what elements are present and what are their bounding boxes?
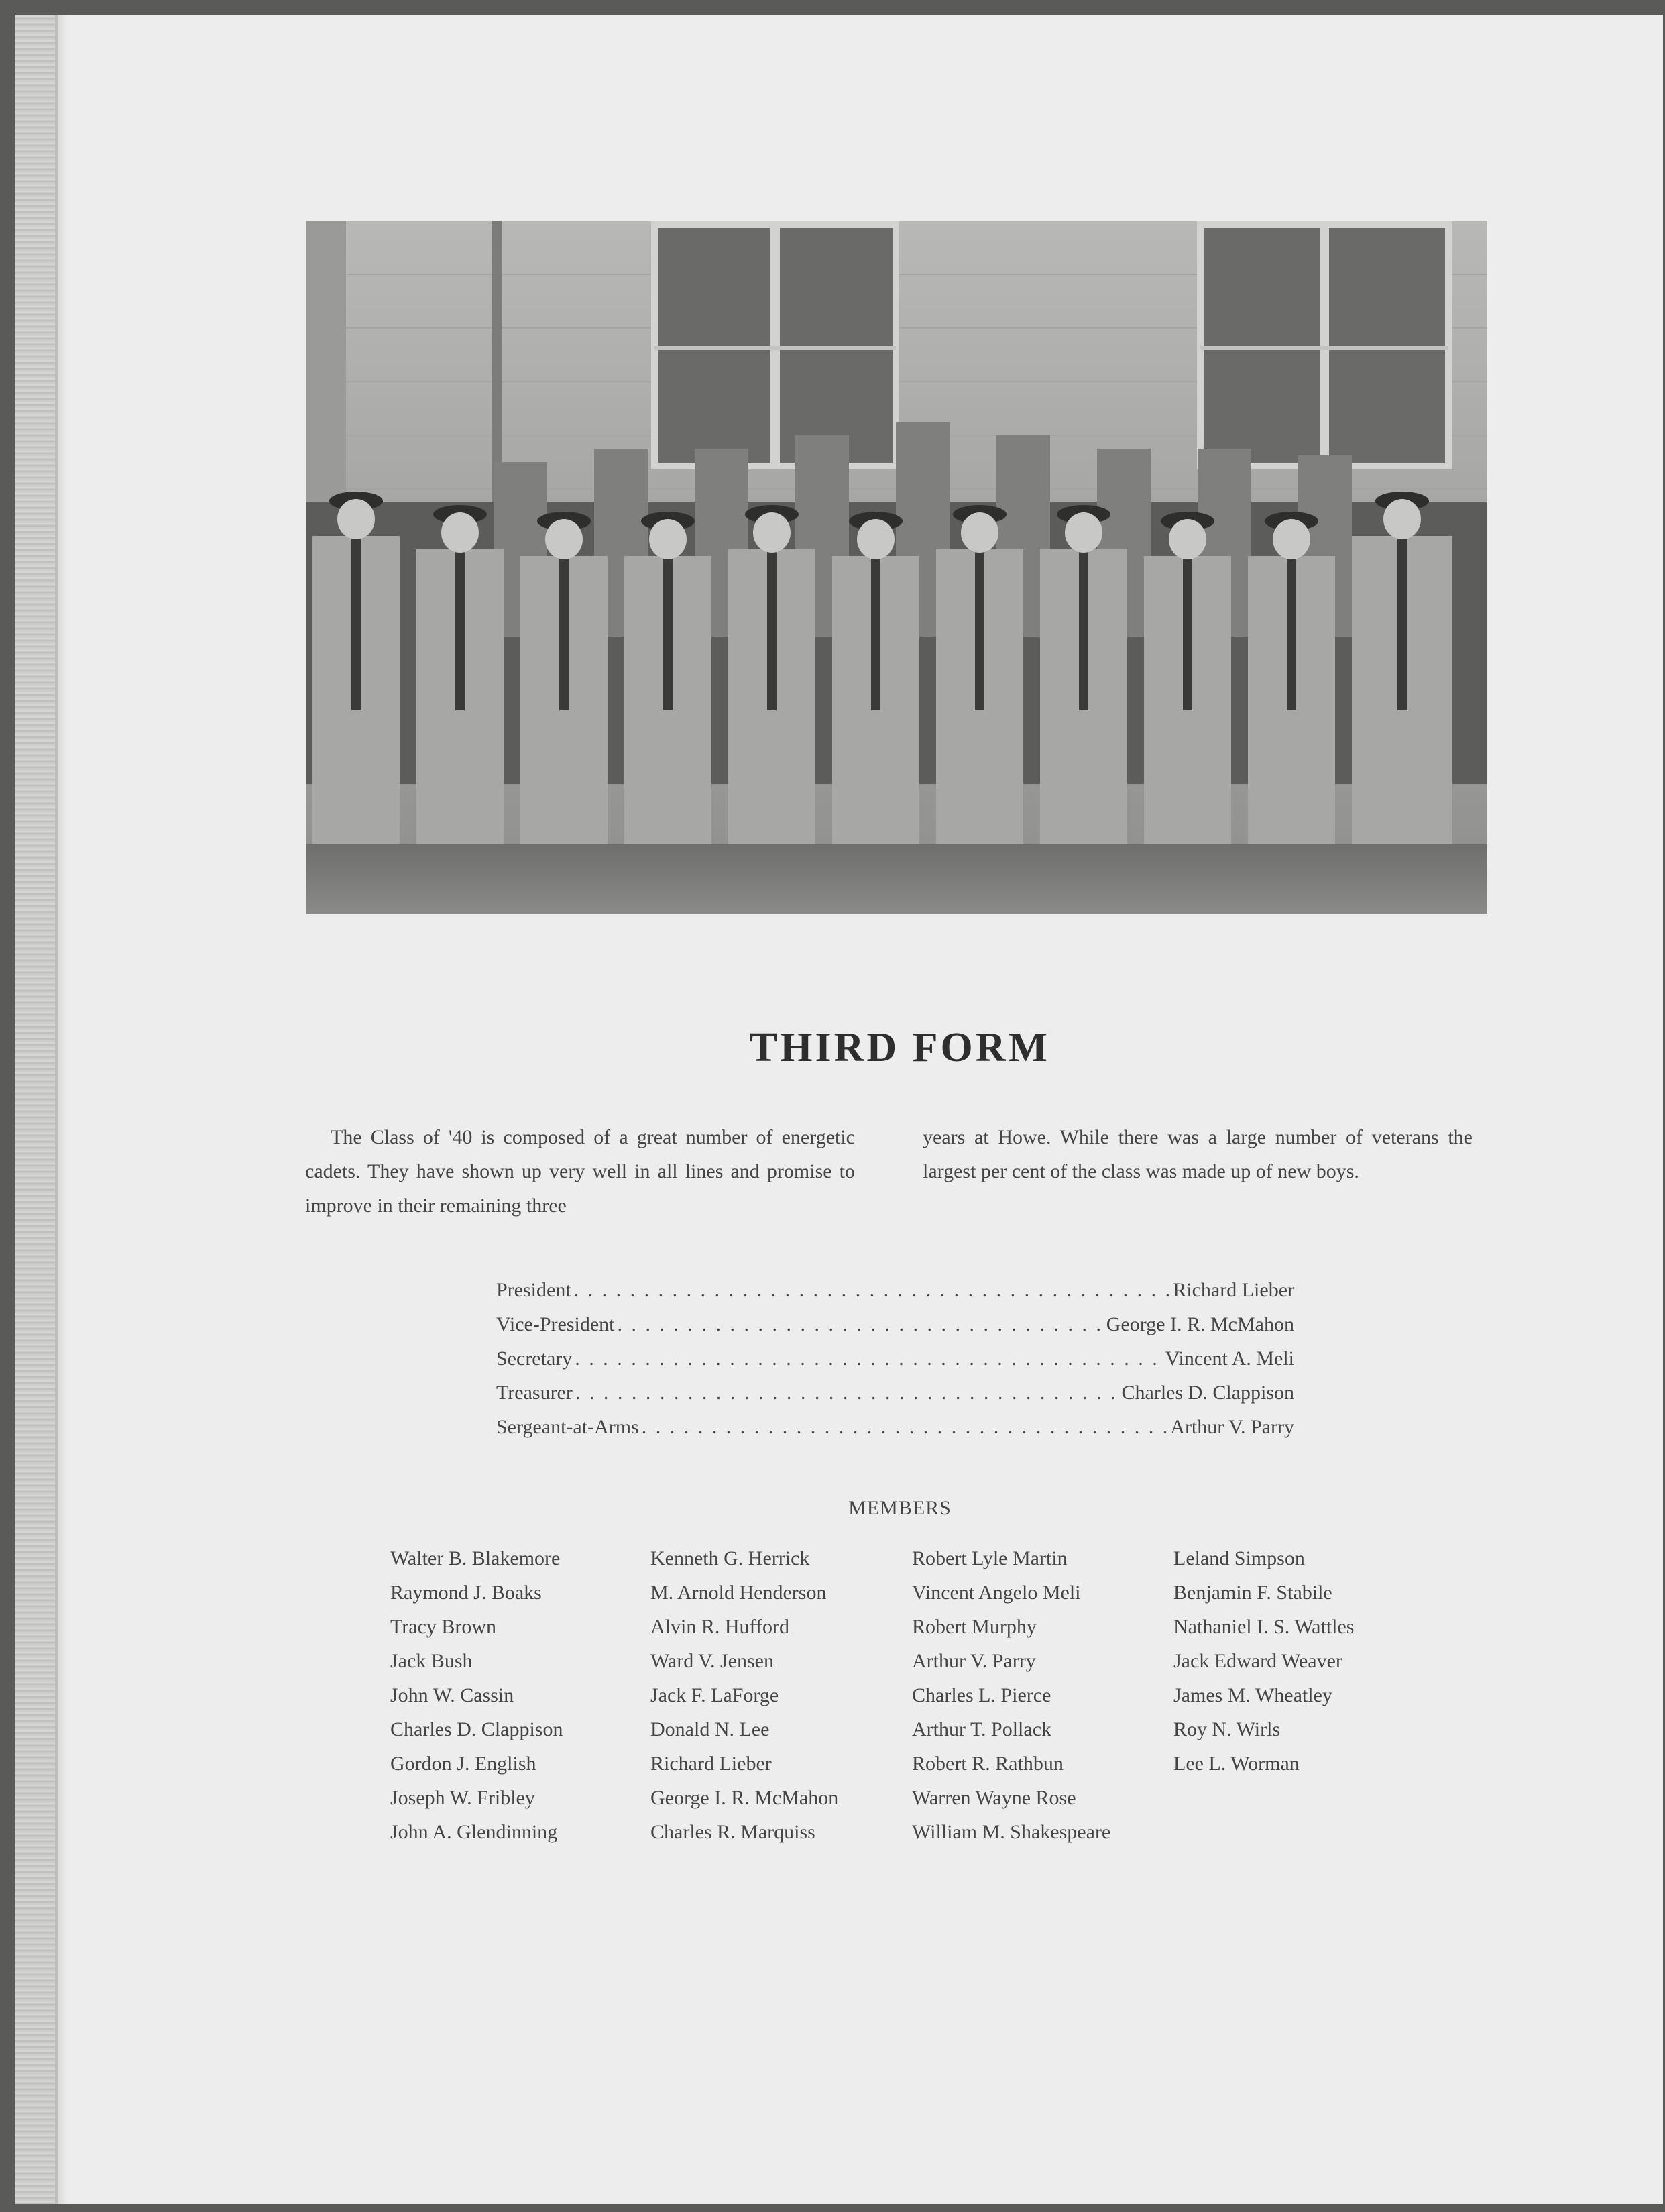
- member-name: George I. R. McMahon: [650, 1787, 839, 1809]
- officer-role: President: [496, 1279, 571, 1301]
- intro-text-right: years at Howe. While there was a large number of veterans the largest per cent of the class was made up of new boys.: [923, 1126, 1473, 1182]
- officer-name: Charles D. Clappison: [1121, 1382, 1294, 1404]
- member-name: William M. Shakespeare: [912, 1821, 1111, 1843]
- member-name: Lee L. Worman: [1173, 1753, 1300, 1775]
- officer-name: Vincent A. Meli: [1165, 1347, 1294, 1370]
- member-name: Gordon J. English: [390, 1753, 536, 1775]
- page-binding: [15, 15, 58, 2204]
- page-title: THIRD FORM: [749, 1025, 1051, 1070]
- member-name: Roy N. Wirls: [1173, 1718, 1281, 1740]
- member-name: James M. Wheatley: [1173, 1684, 1332, 1706]
- members-column-1: [390, 1541, 563, 1849]
- members-column-4: [1173, 1541, 1354, 1781]
- member-name: Robert Murphy: [912, 1616, 1037, 1638]
- officers-list: [496, 1273, 1294, 1444]
- member-name: Arthur T. Pollack: [912, 1718, 1052, 1740]
- member-name: Robert R. Rathbun: [912, 1753, 1064, 1775]
- member-name: Alvin R. Hufford: [650, 1616, 789, 1638]
- member-name: Charles D. Clappison: [390, 1718, 563, 1740]
- member-name: Vincent Angelo Meli: [912, 1582, 1081, 1604]
- dot-leader: [574, 1273, 1171, 1307]
- member-name: Arthur V. Parry: [912, 1650, 1036, 1672]
- dot-leader: [642, 1410, 1168, 1444]
- intro-text-left: The Class of '40 is composed of a great number of energetic cadets. They have shown up very well in all lines and promise to improve in their remaining three: [305, 1126, 855, 1217]
- officer-name: Richard Lieber: [1173, 1279, 1294, 1301]
- member-name: Ward V. Jensen: [650, 1650, 774, 1672]
- member-name: Jack Bush: [390, 1650, 473, 1672]
- member-name: Donald N. Lee: [650, 1718, 770, 1740]
- officer-row: [496, 1273, 1294, 1307]
- member-name: Charles L. Pierce: [912, 1684, 1051, 1706]
- member-name: Joseph W. Fribley: [390, 1787, 535, 1809]
- member-name: Charles R. Marquiss: [650, 1821, 815, 1843]
- dot-leader: [617, 1307, 1103, 1341]
- member-name: Jack F. LaForge: [650, 1684, 779, 1706]
- dot-leader: [575, 1341, 1162, 1376]
- member-name: Jack Edward Weaver: [1173, 1650, 1342, 1672]
- member-name: Richard Lieber: [650, 1753, 772, 1775]
- member-name: M. Arnold Henderson: [650, 1582, 827, 1604]
- member-name: John A. Glendinning: [390, 1821, 558, 1843]
- member-name: Raymond J. Boaks: [390, 1582, 542, 1604]
- members-heading: MEMBERS: [848, 1497, 952, 1519]
- binding-shadow: [58, 15, 67, 2204]
- members-column-3: [912, 1541, 1110, 1849]
- officer-role: Vice-President: [496, 1313, 615, 1335]
- officer-role: Sergeant-at-Arms: [496, 1416, 639, 1438]
- dot-leader: [575, 1376, 1119, 1410]
- member-name: Tracy Brown: [390, 1616, 497, 1638]
- group-photo-illustration: [306, 221, 1487, 914]
- class-group-photo: [306, 221, 1487, 914]
- member-name: Kenneth G. Herrick: [650, 1547, 810, 1569]
- officer-role: Treasurer: [496, 1382, 573, 1404]
- officer-row: [496, 1376, 1294, 1410]
- member-name: Benjamin F. Stabile: [1173, 1582, 1332, 1604]
- member-name: Warren Wayne Rose: [912, 1787, 1076, 1809]
- officer-row: [496, 1341, 1294, 1376]
- member-name: John W. Cassin: [390, 1684, 514, 1706]
- officer-name: Arthur V. Parry: [1170, 1416, 1294, 1438]
- officer-row: [496, 1307, 1294, 1341]
- member-name: Walter B. Blakemore: [390, 1547, 561, 1569]
- officer-name: George I. R. McMahon: [1106, 1313, 1294, 1335]
- member-name: Nathaniel I. S. Wattles: [1173, 1616, 1355, 1638]
- officer-row: [496, 1410, 1294, 1444]
- yearbook-page: [15, 15, 1663, 2204]
- member-name: Robert Lyle Martin: [912, 1547, 1068, 1569]
- member-name: Leland Simpson: [1173, 1547, 1305, 1569]
- officer-role: Secretary: [496, 1347, 573, 1370]
- members-column-2: [650, 1541, 838, 1849]
